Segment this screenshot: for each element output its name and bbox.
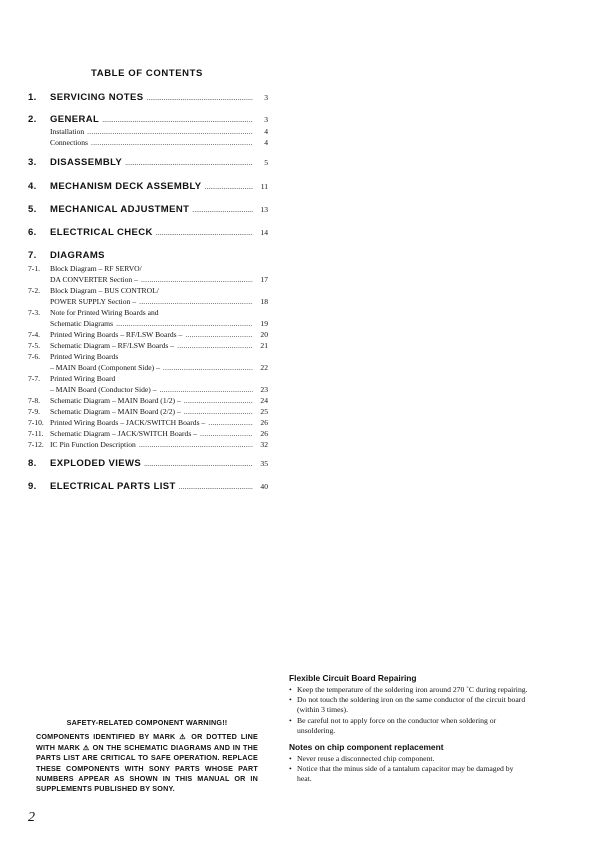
toc-entry-page: 11	[260, 182, 268, 191]
toc-entry-number: 2.	[28, 114, 37, 125]
toc-entry-title: Printed Wiring Boards – RF/LSW Boards –	[50, 330, 183, 339]
toc-entry-mechanical-adjustment[interactable]	[28, 204, 268, 215]
toc-entry-number: 7-6.	[28, 352, 41, 361]
toc-entry-7-1-cont[interactable]	[28, 275, 268, 284]
toc-entry-number: 7-5.	[28, 341, 41, 350]
toc-entry-title: Schematic Diagram – MAIN Board (1/2) –	[50, 396, 181, 405]
toc-entry-page: 22	[260, 363, 268, 372]
toc-entry-number: 1.	[28, 92, 37, 103]
toc-entry-servicing-notes[interactable]	[28, 92, 268, 103]
toc-leader-dots	[144, 459, 253, 468]
toc-entry-number: 7-2.	[28, 286, 41, 295]
list-item: • Notice that the minus side of a tantalum capacitor may be damaged by heat.	[289, 764, 514, 784]
toc-entry-title: Schematic Diagram – JACK/SWITCH Boards –	[50, 429, 197, 438]
toc-entry-7-11[interactable]	[28, 429, 268, 438]
toc-entry-mechanism-deck[interactable]	[28, 181, 268, 192]
toc-entry-7-4[interactable]	[28, 330, 268, 339]
toc-entry-number: 9.	[28, 481, 37, 492]
toc-entry-7-10[interactable]	[28, 418, 268, 427]
toc-entry-title: Block Diagram – BUS CONTROL/	[50, 286, 159, 295]
toc-leader-dots	[102, 115, 253, 124]
toc-entry-page: 40	[260, 482, 268, 491]
toc-entry-number: 7-11.	[28, 429, 44, 438]
toc-entry-title: Installation	[50, 127, 85, 136]
toc-entry-number: 6.	[28, 227, 37, 238]
toc-leader-dots	[141, 275, 253, 284]
toc-entry-page: 25	[260, 407, 268, 416]
toc-entry-page: 20	[260, 330, 268, 339]
toc-entry-page: 21	[260, 341, 268, 350]
toc-entry-title: – MAIN Board (Component Side) –	[50, 363, 160, 372]
toc-title: TABLE OF CONTENTS	[91, 68, 203, 79]
toc-entry-number: 7.	[28, 250, 37, 261]
toc-leader-dots	[163, 363, 253, 372]
toc-entry-title: IC Pin Function Description	[50, 440, 136, 449]
toc-entry-page: 4	[264, 127, 268, 136]
toc-entry-number: 7-3.	[28, 308, 41, 317]
toc-entry-title: Schematic Diagram – MAIN Board (2/2) –	[50, 407, 181, 416]
toc-entry-7-6-cont[interactable]	[28, 363, 268, 372]
toc-entry-general[interactable]	[28, 114, 268, 125]
toc-entry-title: ELECTRICAL PARTS LIST	[50, 481, 176, 492]
bullet-icon: •	[289, 764, 292, 774]
toc-leader-dots	[184, 407, 253, 416]
toc-entry-number: 4.	[28, 181, 37, 192]
toc-entry-page: 13	[260, 205, 268, 214]
toc-entry-page: 26	[260, 418, 268, 427]
toc-entry-electrical-check[interactable]	[28, 227, 268, 238]
toc-entry-number: 7-4.	[28, 330, 41, 339]
toc-entry-electrical-parts-list[interactable]	[28, 481, 268, 492]
toc-entry-number: 3.	[28, 157, 37, 168]
list-item: • Be careful not to apply force on the conductor when soldering or unsoldering.	[289, 715, 497, 735]
toc-leader-dots	[125, 158, 253, 167]
flexible-board-heading: Flexible Circuit Board Repairing	[289, 673, 417, 683]
toc-leader-dots	[192, 205, 253, 214]
toc-entry-7-12[interactable]	[28, 440, 268, 449]
toc-entry-title: Printed Wiring Boards	[50, 352, 119, 361]
toc-entry-page: 3	[264, 93, 268, 102]
toc-leader-dots	[184, 396, 253, 405]
list-item: • Never reuse a disconnected chip component.	[289, 754, 435, 764]
toc-entry-7-7[interactable]	[28, 374, 268, 383]
toc-entry-installation[interactable]	[28, 127, 268, 136]
toc-leader-dots	[208, 418, 253, 427]
toc-leader-dots	[200, 429, 253, 438]
toc-entry-title: Printed Wiring Board	[50, 374, 116, 383]
toc-entry-number: 5.	[28, 204, 37, 215]
toc-entry-number: 7-12.	[28, 440, 44, 449]
toc-leader-dots	[160, 385, 253, 394]
toc-entry-number: 7-9.	[28, 407, 41, 416]
toc-entry-page: 18	[260, 297, 268, 306]
toc-entry-title: – MAIN Board (Conductor Side) –	[50, 385, 157, 394]
bullet-icon: •	[289, 695, 292, 705]
safety-warning	[36, 718, 258, 795]
toc-entry-page: 5	[264, 158, 268, 167]
toc-leader-dots	[139, 297, 253, 306]
toc-leader-dots	[116, 319, 253, 328]
toc-entry-page: 35	[260, 459, 268, 468]
toc-entry-7-6[interactable]	[28, 352, 268, 361]
toc-entry-7-3[interactable]	[28, 308, 268, 317]
toc-leader-dots	[139, 440, 253, 449]
toc-entry-7-2-cont[interactable]	[28, 297, 268, 306]
toc-entry-page: 24	[260, 396, 268, 405]
toc-leader-dots	[91, 138, 253, 147]
toc-entry-number: 7-8.	[28, 396, 41, 405]
toc-entry-title: DISASSEMBLY	[50, 157, 123, 168]
toc-entry-page: 23	[260, 385, 268, 394]
toc-entry-page: 17	[260, 275, 268, 284]
toc-entry-title: DIAGRAMS	[50, 250, 105, 261]
toc-entry-title: Connections	[50, 138, 88, 147]
toc-entry-title: Block Diagram – RF SERVO/	[50, 264, 142, 273]
toc-leader-dots	[177, 341, 253, 350]
toc-entry-title: ELECTRICAL CHECK	[50, 227, 153, 238]
toc-entry-exploded-views[interactable]	[28, 458, 268, 469]
chip-component-heading: Notes on chip component replacement	[289, 742, 444, 753]
toc-entry-title: MECHANICAL ADJUSTMENT	[50, 204, 190, 215]
toc-entry-page: 3	[264, 115, 268, 124]
list-item: • Keep the temperature of the soldering iron around 270 ˚C during repairing.	[289, 685, 528, 694]
bullet-icon: •	[289, 715, 292, 725]
bullet-icon: •	[289, 754, 292, 764]
toc-entry-title: SERVICING NOTES	[50, 92, 144, 103]
toc-entry-title: POWER SUPPLY Section –	[50, 297, 137, 306]
page-number: 2	[28, 810, 35, 825]
toc-entry-title: Schematic Diagram – RF/LSW Boards –	[50, 341, 175, 350]
toc-leader-dots	[156, 228, 253, 237]
toc-entry-7-7-cont[interactable]	[28, 385, 268, 394]
toc-entry-title: EXPLODED VIEWS	[50, 458, 142, 469]
safety-warning-body: COMPONENTS IDENTIFIED BY MARK ⚠ OR DOTTED LINE WITH MARK ⚠ ON THE SCHEMATIC DIAGRAMS AND IN THE PARTS LIST ARE CRITICAL TO SAFE OPERATION. REPLACE THESE COMPONENTS WITH SONY PARTS WHOSE PART NUMBERS APPEAR AS SHOWN IN THIS MANUAL OR IN SUPPLEMENTS PUBLISHED BY SONY.	[36, 732, 258, 794]
toc-entry-number: 7-7.	[28, 374, 41, 383]
bullet-icon: •	[289, 685, 292, 694]
toc-entry-title: GENERAL	[50, 114, 100, 125]
toc-entry-7-9[interactable]	[28, 407, 268, 416]
toc-entry-disassembly[interactable]	[28, 157, 268, 168]
toc-entry-page: 19	[260, 319, 268, 328]
toc-entry-page: 14	[260, 228, 268, 237]
toc-entry-title: MECHANISM DECK ASSEMBLY	[50, 181, 202, 192]
toc-leader-dots	[146, 93, 253, 102]
toc-entry-title: Note for Printed Wiring Boards and	[50, 308, 159, 317]
toc-entry-page: 26	[260, 429, 268, 438]
toc-entry-7-3-cont[interactable]	[28, 319, 268, 328]
toc-entry-number: 7-10.	[28, 418, 44, 427]
toc-entry-title: Printed Wiring Boards – JACK/SWITCH Boards –	[50, 418, 206, 427]
toc-entry-number: 8.	[28, 458, 37, 469]
toc-entry-connections[interactable]	[28, 138, 268, 147]
toc-entry-7-5[interactable]	[28, 341, 268, 350]
toc-leader-dots	[185, 330, 253, 339]
toc-entry-7-2[interactable]	[28, 286, 268, 295]
toc-entry-7-1[interactable]	[28, 264, 268, 273]
toc-entry-page: 32	[260, 440, 268, 449]
toc-entry-title: Schematic Diagrams	[50, 319, 114, 328]
toc-entry-number: 7-1.	[28, 264, 41, 273]
list-item: • Do not touch the soldering iron on the same conductor of the circuit board (within 3 times).	[289, 695, 526, 715]
safety-warning-title: SAFETY-RELATED COMPONENT WARNING!!	[66, 718, 228, 727]
toc-entry-title: DA CONVERTER Section –	[50, 275, 138, 284]
toc-leader-dots	[87, 127, 253, 136]
toc-leader-dots	[205, 182, 253, 191]
toc-entry-diagrams[interactable]	[28, 250, 268, 261]
toc-entry-7-8[interactable]	[28, 396, 268, 405]
toc-leader-dots	[179, 482, 253, 491]
repair-notes	[289, 673, 529, 785]
toc-entry-page: 4	[264, 138, 268, 147]
